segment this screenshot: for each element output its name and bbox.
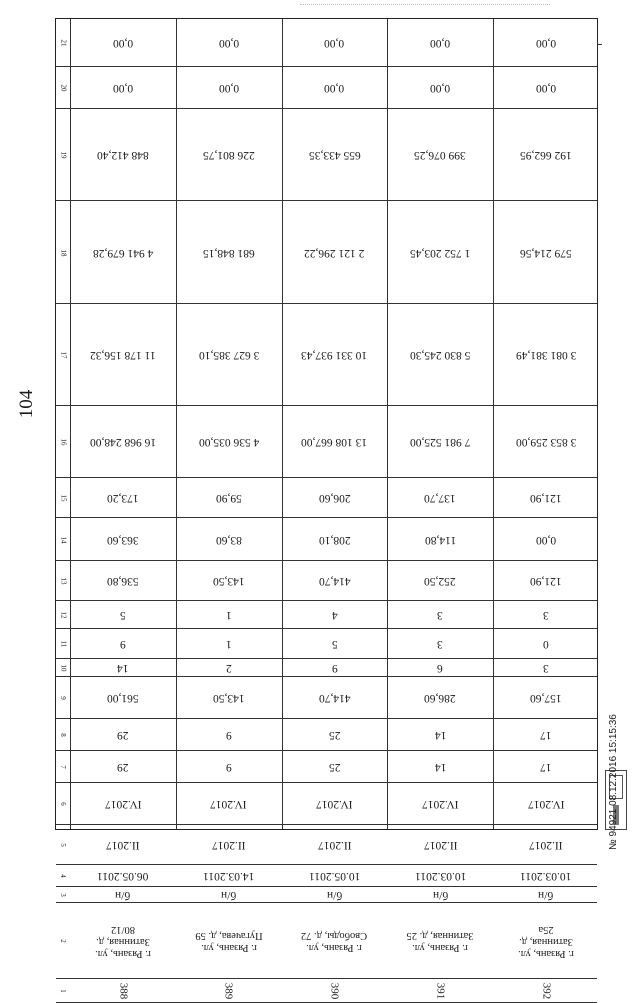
table-cell: г. Рязань, ул. Затинная, д. 25а bbox=[518, 924, 574, 959]
table-cell: 143,50 bbox=[212, 692, 245, 704]
table-cell: 3 853 259,00 bbox=[515, 436, 577, 448]
table-cell: 10.03.2011 bbox=[414, 870, 466, 882]
column-header: 8 bbox=[59, 733, 67, 737]
table-cell: 14 bbox=[434, 729, 447, 741]
table-cell: б/н bbox=[326, 889, 343, 901]
table-cell: 206,60 bbox=[318, 492, 351, 504]
page-number: 104 bbox=[16, 389, 37, 419]
table-cell: 561,00 bbox=[107, 692, 139, 704]
table-cell: 14 bbox=[117, 662, 129, 674]
column-header: 21 bbox=[59, 39, 67, 47]
table-cell: 114,80 bbox=[424, 533, 456, 546]
table-cell: 17 bbox=[540, 761, 552, 773]
table-cell: 0,00 bbox=[324, 37, 345, 49]
column-header: 18 bbox=[59, 249, 67, 256]
table-cell: б/н bbox=[432, 889, 448, 901]
table-cell: 252,50 bbox=[424, 575, 457, 587]
table-cell: 29 bbox=[117, 761, 129, 773]
table-cell: 157,60 bbox=[530, 692, 562, 704]
table-cell: 5 bbox=[331, 638, 338, 650]
table-cell: 121,90 bbox=[530, 575, 562, 587]
table-cell: 173,20 bbox=[107, 492, 139, 504]
column-header: 17 bbox=[59, 351, 67, 359]
table-cell: 2 121 296,22 bbox=[304, 246, 365, 259]
column-header: 20 bbox=[59, 84, 67, 92]
table-cell: 192 662,95 bbox=[520, 149, 572, 161]
table-cell: 16 968 248,00 bbox=[89, 436, 156, 448]
table-cell: II.2017 bbox=[317, 839, 352, 851]
table-cell: 363,60 bbox=[107, 533, 139, 546]
table-cell: 2 bbox=[225, 662, 232, 674]
table-cell: 0 bbox=[543, 638, 549, 650]
table-cell: 5 830 245,30 bbox=[410, 349, 471, 361]
table-cell: 3 081 381,49 bbox=[515, 349, 577, 361]
table-cell: 29 bbox=[117, 729, 129, 741]
table-cell: 25 bbox=[328, 729, 341, 741]
table-cell: 14 bbox=[434, 761, 447, 773]
column-header: 12 bbox=[59, 611, 67, 619]
table-cell: 536,80 bbox=[107, 575, 139, 587]
column-header: 11 bbox=[59, 640, 67, 648]
table-cell: 3 bbox=[543, 609, 549, 621]
table-cell: 5 bbox=[120, 609, 126, 621]
table-cell: II.2017 bbox=[211, 839, 246, 851]
table-cell: 0,00 bbox=[218, 82, 239, 94]
column-header: 2 bbox=[59, 939, 67, 943]
table-cell: 0,00 bbox=[430, 37, 451, 49]
column-header: 1 bbox=[59, 989, 67, 993]
table-cell: 121,90 bbox=[530, 492, 562, 504]
registration-stamp-text: № 94921 08.12.2016 15:15:36 bbox=[608, 714, 619, 850]
table-cell: 208,10 bbox=[318, 533, 351, 546]
table-cell: 399 076,25 bbox=[414, 149, 467, 161]
table-cell: 681 848,15 bbox=[202, 246, 255, 259]
table-cell: 226 801,75 bbox=[202, 149, 255, 161]
column-header: 14 bbox=[59, 536, 67, 543]
table-cell: 137,70 bbox=[424, 492, 457, 504]
column-header: 16 bbox=[59, 438, 67, 446]
table-cell: 848 412,40 bbox=[97, 149, 149, 161]
table-cell: 25 bbox=[328, 761, 341, 773]
table-cell: IV.2017 bbox=[527, 798, 565, 810]
table-cell: 286,60 bbox=[424, 692, 457, 704]
table-cell: 0,00 bbox=[536, 533, 557, 546]
table-cell: IV.2017 bbox=[210, 798, 247, 810]
table-cell: б/н bbox=[538, 889, 554, 901]
table-cell: 3 bbox=[437, 638, 444, 650]
column-header: 3 bbox=[59, 893, 67, 897]
table-cell: 83,60 bbox=[215, 533, 242, 546]
table-cell: г. Рязань, ул. Пугачева, д. 59 bbox=[195, 930, 263, 953]
table-cell: 59,90 bbox=[215, 492, 242, 504]
table-cell: 1 752 203,45 bbox=[410, 246, 471, 259]
column-header: 5 bbox=[59, 843, 67, 847]
table-cell: б/н bbox=[221, 889, 237, 901]
margin-mark bbox=[598, 44, 602, 45]
table-cell: 9 bbox=[331, 662, 338, 674]
table-cell: 06.05.2011 bbox=[97, 870, 149, 882]
table-cell: 414,70 bbox=[318, 575, 351, 587]
table-cell: 0,00 bbox=[536, 82, 557, 94]
table-cell: 9 bbox=[225, 761, 232, 773]
data-table bbox=[55, 18, 598, 1000]
table-cell: II.2017 bbox=[529, 839, 563, 851]
table-cell: 655 433,35 bbox=[308, 149, 361, 161]
column-header: 19 bbox=[59, 151, 67, 159]
table-cell: 3 627 385,10 bbox=[198, 349, 259, 361]
table-cell: 388 bbox=[116, 982, 129, 1000]
column-header: 13 bbox=[59, 577, 67, 585]
table-cell: 0,00 bbox=[430, 82, 451, 94]
table-cell: 11 178 156,32 bbox=[90, 349, 156, 361]
table-cell: г. Рязань, ул. Затинная, д. 25 bbox=[406, 930, 474, 953]
table-cell: 4 bbox=[331, 609, 338, 621]
table-cell: 3 bbox=[543, 662, 549, 674]
table-cell: 143,50 bbox=[212, 575, 245, 587]
table-cell: 4 536 035,00 bbox=[198, 436, 259, 448]
column-header: 7 bbox=[59, 765, 67, 769]
table-cell: 10.05.2011 bbox=[308, 870, 361, 882]
table-cell: 391 bbox=[434, 982, 447, 1000]
table-cell: 9 bbox=[225, 729, 232, 741]
table-cell: 1 bbox=[225, 609, 232, 621]
table-cell: 390 bbox=[328, 982, 341, 1000]
scan-artifact-dots bbox=[300, 4, 550, 6]
column-header: 9 bbox=[59, 696, 67, 700]
table-cell: 3 bbox=[437, 609, 444, 621]
table-cell: IV.2017 bbox=[316, 798, 353, 810]
table-cell: 10.03.2011 bbox=[520, 870, 572, 882]
table-cell: 17 bbox=[540, 729, 552, 741]
table-cell: 1 bbox=[225, 638, 232, 650]
table-cell: 389 bbox=[222, 982, 235, 1000]
table-cell: 9 bbox=[120, 638, 126, 650]
column-header: 10 bbox=[59, 664, 67, 672]
table-cell: 0,00 bbox=[324, 82, 345, 94]
table-cell: II.2017 bbox=[423, 839, 458, 851]
table-cell: II.2017 bbox=[106, 839, 140, 851]
table-cell: 7 981 525,00 bbox=[410, 436, 471, 448]
table-cell: 0,00 bbox=[536, 37, 557, 49]
table-cell: 10 331 937,43 bbox=[301, 349, 368, 361]
table-cell: б/н bbox=[115, 889, 131, 901]
table-cell: 4 941 679,28 bbox=[92, 246, 154, 259]
table-cell: IV.2017 bbox=[422, 798, 459, 810]
table-cell: 13 108 667,00 bbox=[301, 436, 368, 448]
table-cell: 579 214,56 bbox=[520, 246, 572, 259]
column-header: 4 bbox=[59, 874, 67, 878]
table-cell: 0,00 bbox=[112, 82, 133, 94]
column-header: 15 bbox=[59, 494, 67, 502]
table-cell: 414,70 bbox=[318, 692, 351, 704]
table-cell: 0,00 bbox=[112, 37, 133, 49]
table-cell: г. Рязань, ул. Затинная, д. 80/12 bbox=[95, 924, 151, 959]
table-cell: IV.2017 bbox=[104, 798, 142, 810]
table-cell: 0,00 bbox=[218, 37, 239, 49]
table-cell: 392 bbox=[540, 982, 553, 1000]
table-cell: 14.03.2011 bbox=[203, 870, 255, 882]
table-cell: 6 bbox=[437, 662, 444, 674]
table-cell: г. Рязань, ул. Свободы, д. 72 bbox=[301, 930, 368, 953]
column-header: 6 bbox=[59, 802, 67, 806]
